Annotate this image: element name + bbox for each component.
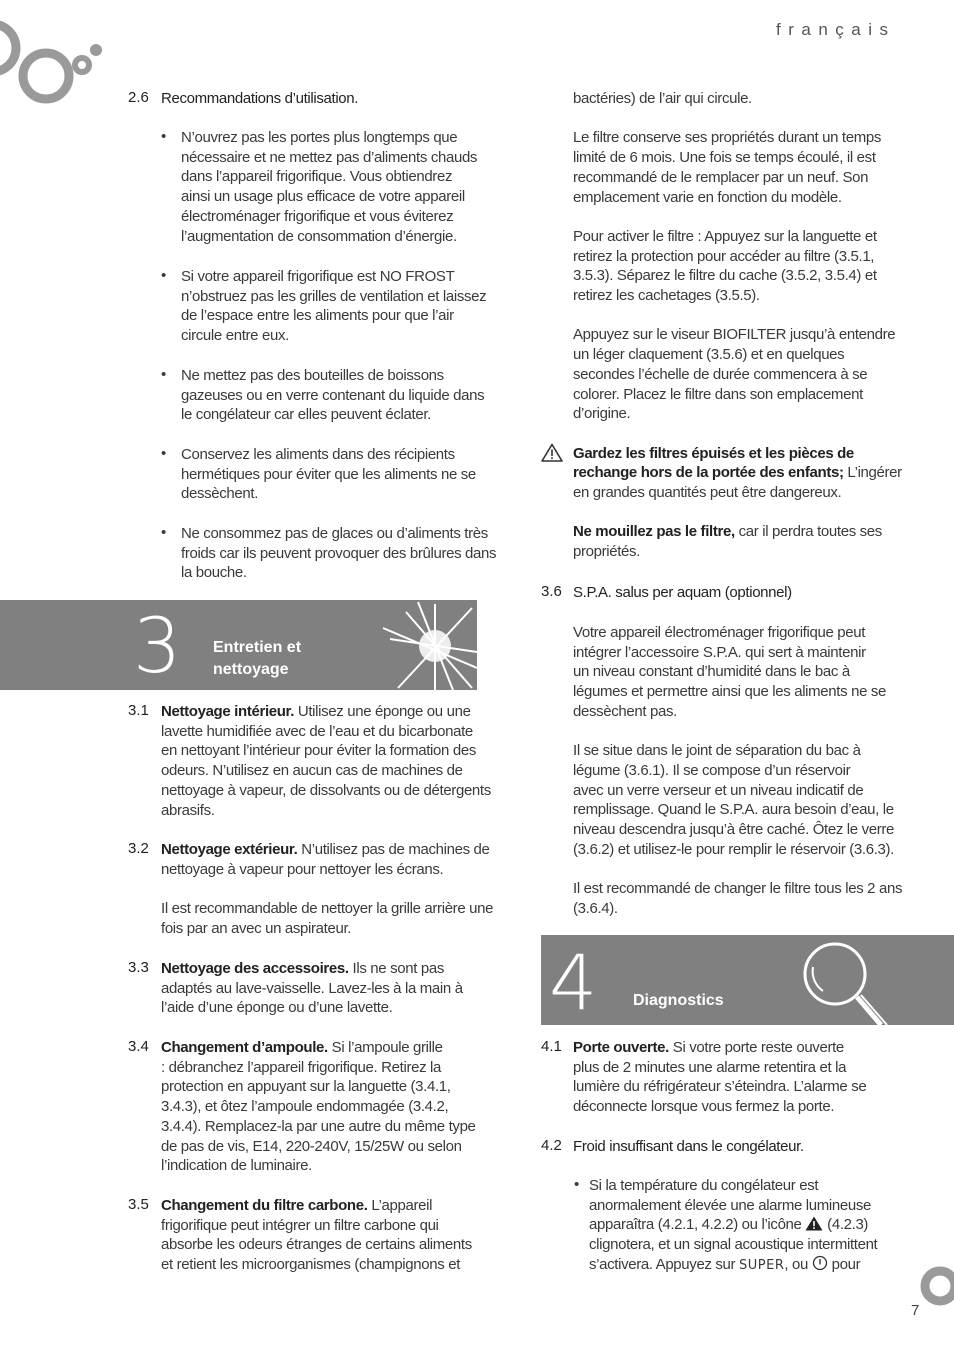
bullet-item (181, 445, 511, 504)
bullet-line: le congélateur car elles peuvent éclater. (181, 406, 431, 424)
bullet-dot: • (161, 366, 167, 383)
item-title: Changement du filtre carbone. (161, 1197, 368, 1214)
bullet-line: Conservez les aliments dans des récipients (181, 446, 455, 463)
section-band-3 (0, 600, 477, 690)
bullet-line: nécessaire et ne mettez pas d’aliments chauds (181, 148, 478, 166)
section-title-4-2: Froid insuffisant dans le congélateur. (573, 1138, 804, 1155)
paragraph-line: , ou (784, 1255, 812, 1273)
paragraph-line: intégrer l’accessoire S.P.A. qui sert à maintenir (573, 643, 866, 661)
paragraph-line: lavette humidifiée avec de l’eau et du bicarbonate (161, 722, 473, 740)
bullet-line: dessèchent. (181, 485, 259, 503)
paragraph-line: adaptés au lave-vaisselle. Lavez-les à la main à (161, 979, 463, 997)
bullet-line: Si votre appareil frigorifique est NO FROST (181, 268, 455, 285)
section-band-4 (541, 935, 954, 1025)
bullet-line: la bouche. (181, 564, 247, 582)
bullet-item (181, 524, 511, 583)
bullet-item (181, 128, 511, 246)
paragraph-line: un léger claquement (3.5.6) et en quelques (573, 346, 845, 364)
power-icon (812, 1255, 828, 1271)
section-number: 3.3 (128, 959, 149, 976)
paragraph-line: Si l’ampoule grille (331, 1039, 443, 1056)
item-title: Nettoyage intérieur. (161, 703, 295, 720)
bullet-item (181, 267, 511, 346)
paragraph-line: et retient les microorganismes (champignons et (161, 1256, 461, 1274)
paragraph-line: dessèchent pas. (573, 702, 677, 720)
paragraph-line: un niveau constant d’humidité dans le bac à (573, 663, 850, 681)
paragraph-line: l’aide d’une éponge ou d’une lavette. (161, 999, 393, 1017)
section-number: 3.6 (541, 583, 562, 600)
paragraph-line: fois par an avec un aspirateur. (161, 919, 352, 937)
bullet-4-2 (589, 1176, 934, 1276)
paragraph-line: absorbe les odeurs étranges de certains aliments (161, 1236, 472, 1254)
paragraph-line: car il perdra toutes ses (734, 523, 882, 541)
paragraph-line: Le filtre conserve ses propriétés durant un temps (573, 129, 882, 147)
paragraph-line: Il est recommandé de changer le filtre tous les 2 ans (573, 880, 903, 898)
band-title: Diagnostics (633, 992, 724, 1009)
paragraph-line: bactéries) de l’air qui circule. (573, 90, 752, 107)
section-3-3 (161, 959, 506, 1018)
page-number: 7 (911, 1302, 920, 1319)
brand-logo (0, 20, 110, 105)
language-label: français (776, 20, 896, 39)
bullet-line: froids car ils peuvent provoquer des brûlures dans (181, 544, 497, 562)
paragraph-line: légumes et permettre ainsi que les aliments ne se (573, 683, 887, 701)
band-title-line1: Entretien et (213, 639, 302, 656)
paragraph-line: emplacement varie en fonction du modèle. (573, 188, 842, 206)
paragraph-line: Il se situe dans le joint de séparation du bac à (573, 742, 861, 760)
paragraph-line: (4.2.3) (823, 1216, 869, 1234)
paragraph-line: secondes l’échelle de durée commencera à se (573, 365, 868, 383)
section-4-1 (573, 1038, 933, 1117)
paragraph-line: colorer. Placez le filtre dans son emplacement (573, 385, 863, 403)
paragraph-line: anormalement élevée une alarme lumineuse (589, 1196, 872, 1214)
bullet-line: N’ouvrez pas les portes plus longtemps que (181, 129, 458, 146)
paragraph-line: Appuyez sur le viseur BIOFILTER jusqu’à entendre (573, 326, 896, 344)
bullet-dot: • (161, 445, 167, 462)
band-title-line2: nettoyage (213, 661, 289, 678)
paragraph-line: niveau descendra jusqu’à être caché. Ôtez le verre (573, 821, 895, 839)
paragraph-line: N’utilisez pas de machines de (301, 841, 490, 858)
item-title: Nettoyage des accessoires. (161, 960, 349, 977)
bullet-dot: • (161, 267, 167, 284)
bullet-line: hermétiques pour éviter que les aliments ne se (181, 465, 476, 483)
section-3-5 (161, 1196, 506, 1275)
paragraph-line: protection en appuyant sur la languette (3.4.1, (161, 1078, 451, 1096)
bullet-item (181, 366, 511, 425)
paragraph-line: l’indication de luminaire. (161, 1157, 312, 1175)
paragraph-line: odeurs. N’utilisez en aucun cas de machines de (161, 762, 463, 780)
paragraph-line: retirez les cachetages (3.5.5). (573, 287, 760, 304)
super-key-label: SUPER (739, 1257, 785, 1273)
paragraph-line: nettoyage à vapeur pour nettoyer les écrans. (161, 860, 444, 878)
paragraph-line: (3.6.4). (573, 899, 618, 917)
item-title: Nettoyage extérieur. (161, 841, 298, 858)
paragraph-line: propriétés. (573, 543, 641, 561)
paragraph-line: déconnecte lorsque vous fermez la porte. (573, 1098, 835, 1116)
paragraph-line: L’appareil (371, 1197, 433, 1214)
section-number: 2.6 (128, 89, 149, 106)
bullet-dot: • (161, 128, 167, 145)
section-number: 3.1 (128, 702, 149, 719)
bullet-line: électroménager frigorifique et vous éviterez (181, 207, 454, 225)
paragraph-line: Il est recommandable de nettoyer la grille arrière une (161, 900, 494, 918)
item-title: Changement d’ampoule. (161, 1039, 328, 1056)
section-number: 3.2 (128, 840, 149, 857)
paragraph-line: avec un verre verseur et un niveau indicatif de (573, 781, 864, 799)
paragraph-line: s’activera. Appuyez sur (589, 1255, 740, 1273)
paragraph-line: Si votre porte reste ouverte (668, 1039, 844, 1056)
paragraph-line: pour (827, 1255, 861, 1273)
wet-warning-bold: Ne mouillez pas le filtre, (573, 523, 735, 541)
section-number: 4.1 (541, 1038, 562, 1055)
paragraph-line: frigorifique peut intégrer un filtre carbone qui (161, 1216, 439, 1234)
alarm-warning-icon (805, 1216, 823, 1231)
paragraph-line: apparaîtra (4.2.1, 4.2.2) ou l’icône (589, 1216, 806, 1234)
bullet-dot: • (574, 1176, 580, 1193)
paragraph-line: 3.4.4). Remplacez-la par une autre du même type (161, 1117, 476, 1135)
paragraph-line: clignotera, et un signal acoustique intermittent (589, 1236, 878, 1254)
paragraph-line: en nettoyant l’intérieur pour éviter la formation des (161, 742, 476, 760)
paragraph-line: Ils ne sont pas (352, 960, 444, 977)
paragraph-line: plus de 2 minutes une alarme retentira et la (573, 1058, 847, 1076)
bullet-line: Ne consommez pas de glaces ou d’aliments très (181, 525, 488, 542)
bullet-line: Ne mettez pas des bouteilles de boissons (181, 367, 444, 384)
warning-bold: rechange hors de la portée des enfants; (573, 464, 844, 482)
paragraph-line: 3.5.3). Séparez le filtre du cache (3.5.2, 3.5.4) et (573, 267, 877, 285)
paragraph-line: lumière du réfrigérateur s’éteindra. L’alarme se (573, 1078, 867, 1096)
bullet-line: de l’espace entre les aliments pour que l’air (181, 307, 454, 325)
section-3-1 (161, 702, 506, 820)
bullet-line: dans l’appareil frigorifique. Vous obtiendrez (181, 168, 453, 186)
magnifier-icon (799, 941, 889, 1025)
section-title-3-6: S.P.A. salus per aquam (optionnel) (573, 584, 792, 601)
section-title-2-6: Recommandations d’utilisation. (161, 90, 359, 107)
paragraph-line: nettoyage à vapeur, de dissolvants ou de détergents (161, 781, 491, 799)
bullet-line: l’augmentation de consommation d’énergie. (181, 227, 457, 245)
item-title: Porte ouverte. (573, 1039, 669, 1056)
warning-icon (541, 443, 563, 462)
section-digit: 4 (549, 938, 598, 1025)
paragraph-line: 3.4.3), et ôtez l’ampoule endommagée (3.4.2, (161, 1098, 449, 1116)
paragraph-line: d’origine. (573, 405, 631, 423)
paragraph-line: limité de 6 mois. Une fois se temps écoulé, il est (573, 149, 876, 167)
paragraph-line: Utilisez une éponge ou une (297, 703, 471, 720)
bullet-dot: • (161, 524, 167, 541)
section-digit: 3 (133, 601, 182, 690)
filter-text-block (573, 89, 933, 562)
paragraph-line: en grandes quantités peut être dangereux. (573, 484, 842, 501)
paragraph-line: (3.6.2) et utilisez-le pour remplir le réservoir (3.6.3). (573, 840, 895, 858)
paragraph-line: Votre appareil électroménager frigorifique peut (573, 624, 866, 641)
section-3-2 (161, 840, 506, 939)
paragraph-line: de pas de vis, E14, 220-240V, 15/25W ou selon (161, 1137, 462, 1155)
bullet-line: ainsi un usage plus efficace de votre appareil (181, 188, 465, 206)
paragraph-line: remplissage. Quand le S.P.A. aura besoin d’eau, le (573, 801, 894, 819)
section-number: 4.2 (541, 1137, 562, 1154)
sparkle-icon (378, 600, 477, 690)
paragraph-line: légume (3.6.1). Il se compose d’un réservoir (573, 761, 851, 779)
section-number: 3.4 (128, 1038, 149, 1055)
paragraph-line: : débranchez l’appareil frigorifique. Retirez la (161, 1058, 442, 1076)
bullet-line: gazeuses ou en verre contenant du liquide dans (181, 386, 485, 404)
spa-text-block (573, 623, 933, 919)
paragraph-line: abrasifs. (161, 801, 215, 819)
paragraph-line: retirez la protection pour accéder au filtre (3.5.1, (573, 247, 875, 265)
bullet-line: circule entre eux. (181, 327, 289, 345)
bullet-line: n’obstruez pas les grilles de ventilation et laissez (181, 287, 487, 305)
paragraph-line: recommandé de le remplacer par un neuf. Son (573, 168, 869, 186)
paragraph-line: Si la température du congélateur est (589, 1177, 819, 1194)
corner-circle-icon (918, 1266, 954, 1306)
paragraph-line: Pour activer le filtre : Appuyez sur la languette et (573, 227, 877, 245)
paragraph-line: L’ingérer (843, 464, 902, 482)
warning-bold: Gardez les filtres épuisés et les pièces de (573, 444, 854, 462)
section-3-4 (161, 1038, 506, 1176)
section-number: 3.5 (128, 1196, 149, 1213)
